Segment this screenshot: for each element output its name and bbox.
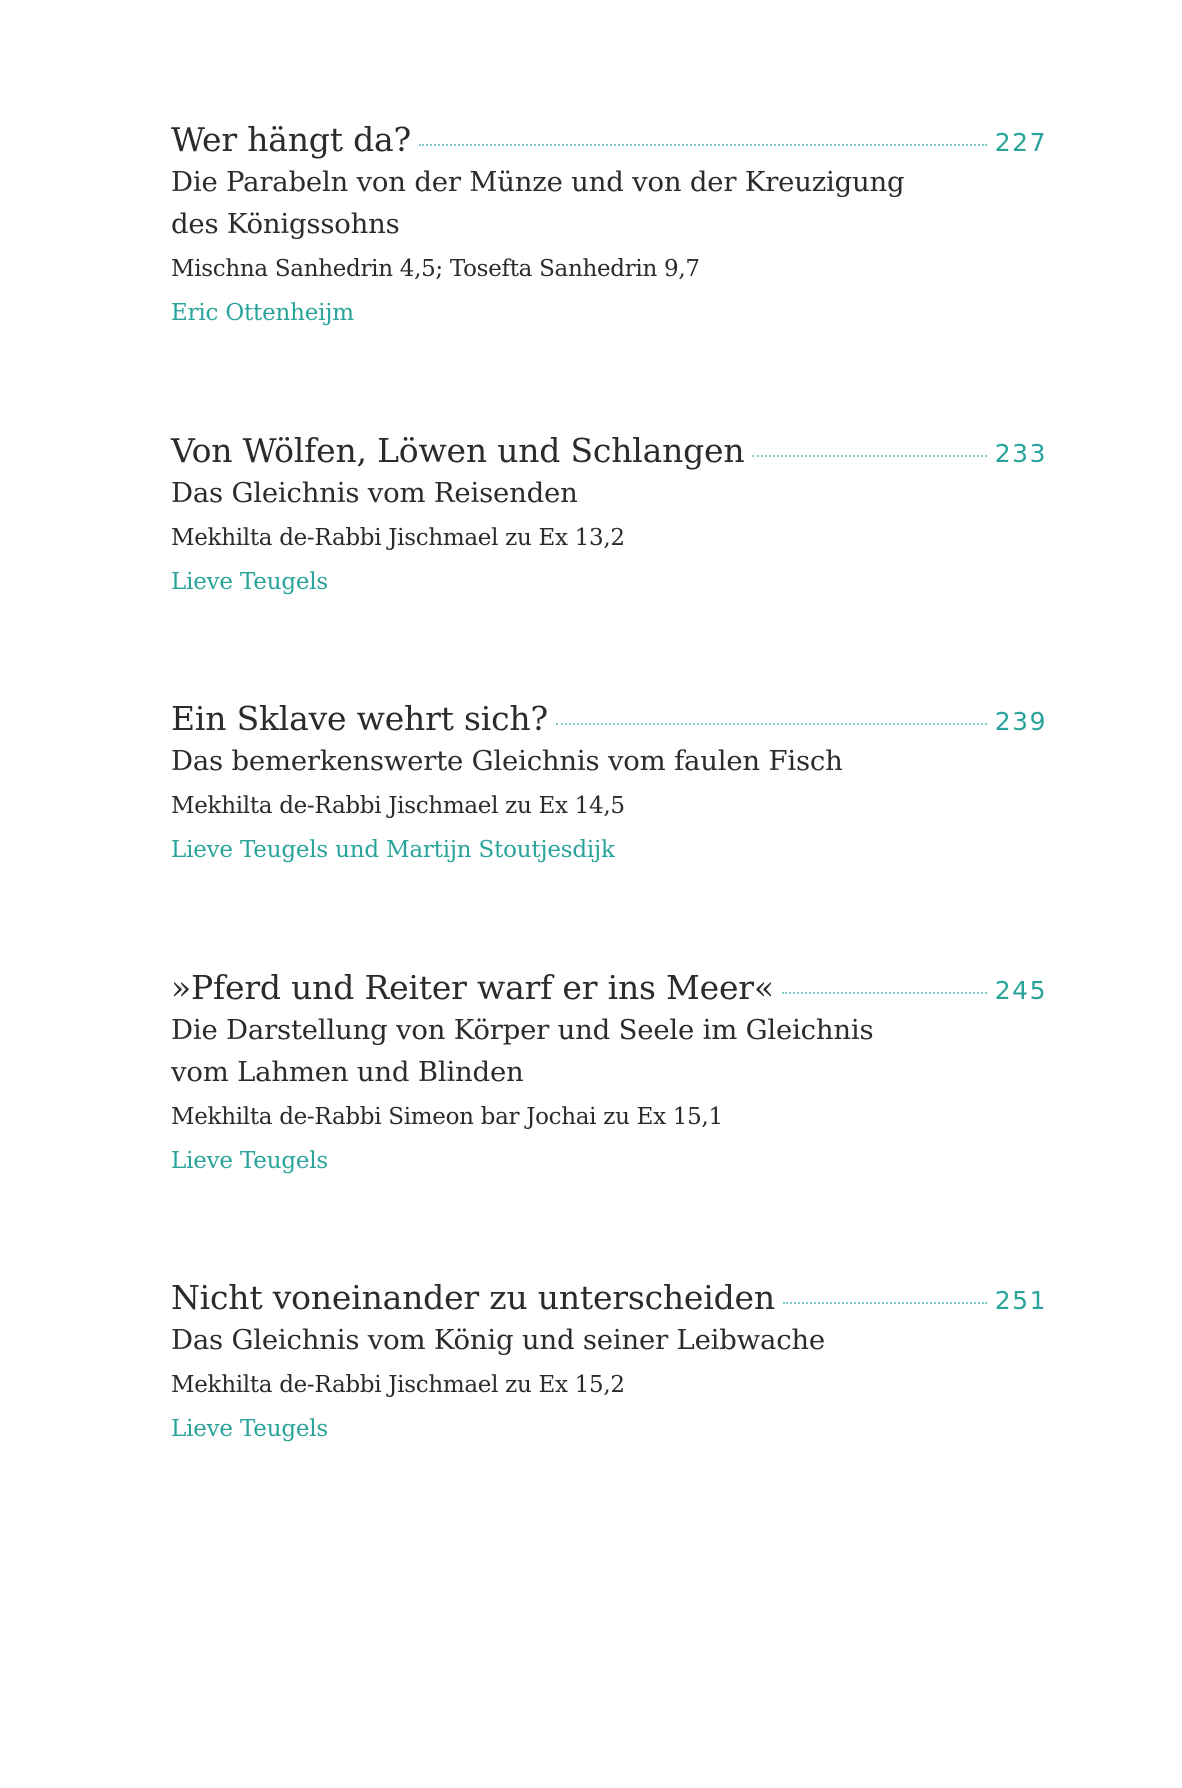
toc-entry-heading[interactable] (171, 699, 1047, 738)
toc-entry (171, 968, 1047, 1174)
dot-leader (782, 992, 987, 994)
dot-leader (556, 723, 987, 725)
entry-source: Mekhilta de-Rabbi Jischmael zu Ex 13,2 (171, 525, 625, 551)
entry-title: »Pferd und Reiter warf er ins Meer« (171, 968, 774, 1007)
toc-entry (171, 699, 1047, 863)
entry-title: Wer hängt da? (171, 120, 411, 159)
entry-subtitle: Das bemerkenswerte Gleichnis vom faulen Fisch (171, 745, 843, 777)
entry-author: Lieve Teugels (171, 1416, 329, 1442)
toc-entry-heading[interactable] (171, 120, 1047, 159)
entry-author: Lieve Teugels (171, 569, 329, 595)
toc-entry-heading[interactable] (171, 431, 1047, 470)
entry-source: Mischna Sanhedrin 4,5; Tosefta Sanhedrin 9,7 (171, 256, 700, 282)
page-number: 239 (994, 707, 1047, 736)
dot-leader (752, 455, 986, 457)
dot-leader (783, 1302, 987, 1304)
toc-entry (171, 1278, 1047, 1442)
toc-entry-heading[interactable] (171, 1278, 1047, 1317)
entry-author: Eric Ottenheijm (171, 300, 354, 326)
entry-subtitle: Das Gleichnis vom König und seiner Leibwache (171, 1324, 826, 1356)
entry-subtitle: Das Gleichnis vom Reisenden (171, 477, 578, 509)
entry-source: Mekhilta de-Rabbi Jischmael zu Ex 15,2 (171, 1372, 625, 1398)
entry-subtitle: Die Darstellung von Körper und Seele im Gleichnis vom Lahmen und Blinden (171, 1014, 874, 1088)
entry-title: Von Wölfen, Löwen und Schlangen (171, 431, 745, 470)
page-number: 227 (994, 128, 1047, 157)
dot-leader (419, 144, 987, 146)
entry-source: Mekhilta de-Rabbi Simeon bar Jochai zu Ex 15,1 (171, 1104, 723, 1130)
page-number: 245 (994, 976, 1047, 1005)
toc-entry-heading[interactable] (171, 968, 1047, 1007)
page-number: 233 (994, 439, 1047, 468)
entry-title: Nicht voneinander zu unterscheiden (171, 1278, 775, 1317)
entry-author: Lieve Teugels (171, 1148, 329, 1174)
entry-author: Lieve Teugels und Martijn Stoutjesdijk (171, 837, 615, 863)
entry-subtitle: Die Parabeln von der Münze und von der Kreuzigung des Königssohns (171, 166, 905, 240)
toc-entry (171, 431, 1047, 595)
page-number: 251 (994, 1286, 1047, 1315)
entry-source: Mekhilta de-Rabbi Jischmael zu Ex 14,5 (171, 793, 625, 819)
toc-entry (171, 120, 1047, 326)
entry-title: Ein Sklave wehrt sich? (171, 699, 548, 738)
